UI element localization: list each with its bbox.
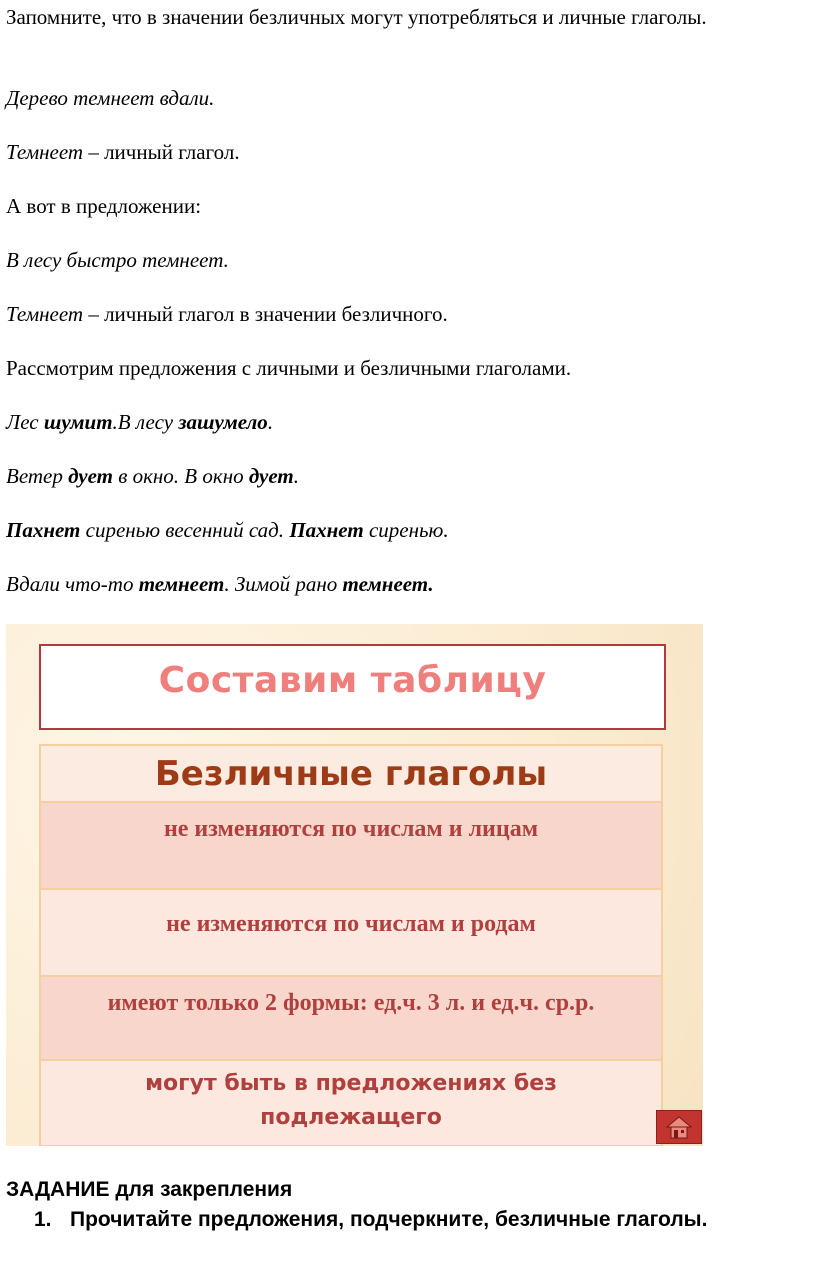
- text-part: Лес: [6, 410, 44, 434]
- text-part: в окно. В окно: [112, 464, 249, 488]
- consider-paragraph: Рассмотрим предложения с личными и безличными глаголами.: [6, 356, 572, 380]
- explanation-text: – личный глагол в значении безличного.: [83, 302, 448, 326]
- example-sentence-2: [6, 246, 229, 275]
- example-pair-3: [6, 516, 449, 545]
- verb-bold: дует: [248, 464, 294, 488]
- task-item-number: 1.: [34, 1208, 52, 1231]
- table-slide-image: [6, 624, 703, 1146]
- slide-title-box: [39, 644, 666, 730]
- table-row: [41, 1061, 661, 1145]
- explanation-1: [6, 138, 240, 167]
- text-part: . Зимой рано: [224, 572, 343, 596]
- text-part: .В лесу: [112, 410, 179, 434]
- explanation-2: [6, 300, 448, 329]
- verb-word: Темнеет: [6, 302, 84, 326]
- slide-title: Составим таблицу: [158, 660, 547, 701]
- verbs-table: [39, 744, 663, 1146]
- table-cell: не изменяются по числам и лицам: [163, 816, 539, 842]
- home-icon: [657, 1111, 701, 1143]
- example-pair-2: [6, 462, 299, 491]
- text-part: сиренью.: [363, 518, 449, 542]
- text-part: сиренью весенний сад.: [80, 518, 290, 542]
- explanation-text: – личный глагол.: [83, 140, 240, 164]
- verb-bold: Пахнет: [6, 518, 81, 542]
- example-pair-1: [6, 408, 273, 437]
- text-part: Вдали что-то: [6, 572, 139, 596]
- text-part: .: [267, 410, 274, 434]
- verb-bold: темнеет.: [342, 572, 434, 596]
- task-section: [6, 1175, 708, 1231]
- example-text: В лесу быстро темнеет.: [6, 248, 229, 272]
- transition-paragraph: А вот в предложении:: [6, 194, 202, 218]
- table-cell: могут быть в предложениях без подлежащего: [145, 1071, 557, 1130]
- task-heading: ЗАДАНИЕ для закрепления: [6, 1178, 293, 1201]
- intro-paragraph: Запомните, что в значении безличных могут употребляться и личные глаголы.: [6, 5, 707, 29]
- table-row: [41, 803, 661, 890]
- verb-bold: Пахнет: [289, 518, 364, 542]
- verb-bold: темнеет: [138, 572, 225, 596]
- verb-word: Темнеет: [6, 140, 84, 164]
- example-text: Дерево темнеет вдали.: [6, 86, 215, 110]
- example-pair-4: [6, 570, 434, 599]
- text-part: Ветер: [6, 464, 69, 488]
- table-header-row: [41, 746, 661, 803]
- example-sentence-1: [6, 84, 214, 113]
- table-row: [41, 977, 661, 1061]
- verb-bold: зашумело: [178, 410, 268, 434]
- verb-bold: дует: [68, 464, 113, 488]
- verb-bold: шумит: [43, 410, 113, 434]
- home-button[interactable]: [656, 1110, 702, 1144]
- table-cell: имеют только 2 формы: ед.ч. 3 л. и ед.ч. ср.р.: [107, 990, 595, 1016]
- table-cell: не изменяются по числам и родам: [166, 911, 536, 937]
- table-row: [41, 890, 661, 977]
- text-part: .: [293, 464, 299, 488]
- task-item-text: Прочитайте предложения, подчеркните, безличные глаголы.: [70, 1208, 708, 1231]
- table-header: Безличные глаголы: [154, 754, 548, 794]
